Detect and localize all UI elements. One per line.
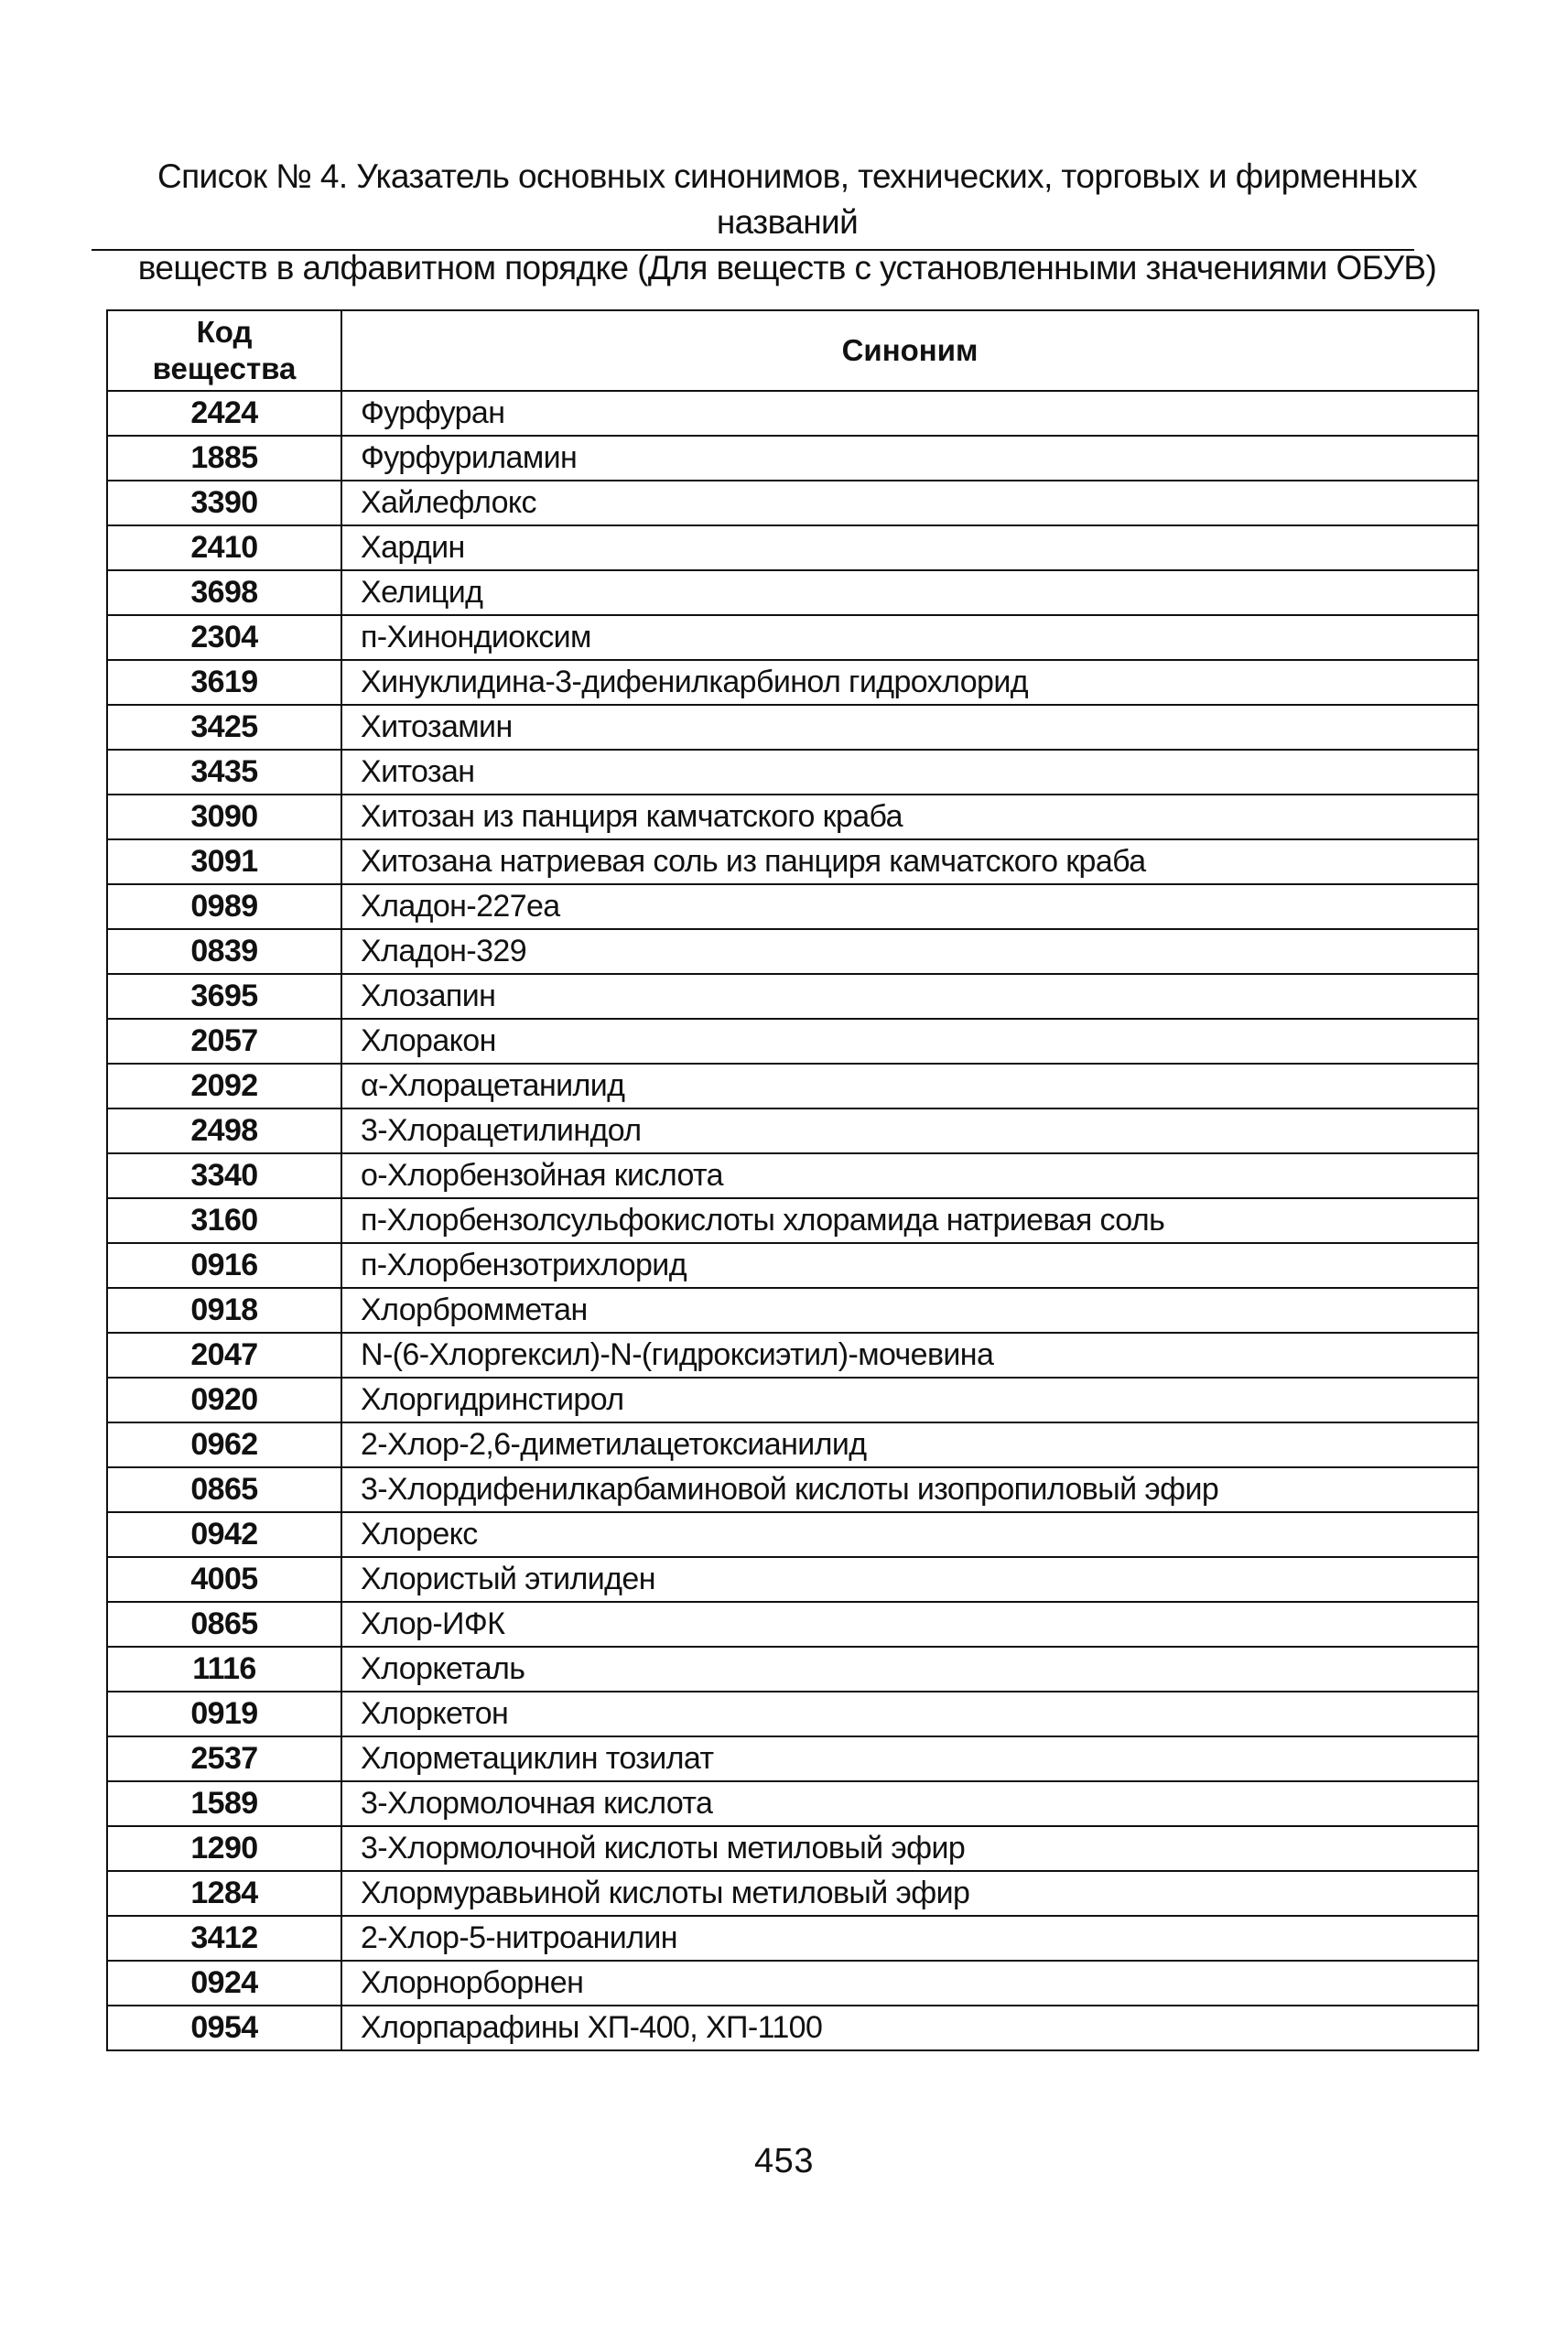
substance-code-cell: 3412 xyxy=(107,1916,341,1961)
table-row xyxy=(107,1467,1478,1512)
synonym-cell: Хитозамин xyxy=(341,705,1478,750)
synonym-cell: п-Хлорбензолсульфокислоты хлорамида натриевая соль xyxy=(341,1198,1478,1243)
table-row xyxy=(107,615,1478,660)
substance-code-cell: 0918 xyxy=(107,1288,341,1333)
substance-code-cell: 2047 xyxy=(107,1333,341,1378)
table-row xyxy=(107,750,1478,795)
synonym-cell: Хитозан из панциря камчатского краба xyxy=(341,795,1478,839)
synonym-cell: 3-Хлормолочная кислота xyxy=(341,1781,1478,1826)
table-body xyxy=(107,391,1478,2050)
substance-code-cell: 1284 xyxy=(107,1871,341,1916)
substance-code-cell: 0839 xyxy=(107,929,341,974)
table-row xyxy=(107,391,1478,436)
synonym-table xyxy=(106,309,1479,2051)
synonym-cell: Хлоркетон xyxy=(341,1692,1478,1736)
synonym-cell: N-(6-Хлоргексил)-N-(гидроксиэтил)-мочевина xyxy=(341,1333,1478,1378)
synonym-cell: α-Хлорацетанилид xyxy=(341,1064,1478,1108)
substance-code-cell: 3435 xyxy=(107,750,341,795)
substance-code-cell: 2304 xyxy=(107,615,341,660)
table-row xyxy=(107,1961,1478,2006)
synonym-cell: 3-Хлордифенилкарбаминовой кислоты изопропиловый эфир xyxy=(341,1467,1478,1512)
table-row xyxy=(107,1647,1478,1692)
substance-code-cell: 3425 xyxy=(107,705,341,750)
substance-code-cell: 3619 xyxy=(107,660,341,705)
synonym-cell: Хлоракон xyxy=(341,1019,1478,1064)
table-row xyxy=(107,525,1478,570)
page-title xyxy=(92,154,1483,291)
table-row xyxy=(107,1422,1478,1467)
synonym-cell: Хардин xyxy=(341,525,1478,570)
table-row xyxy=(107,1557,1478,1602)
table-row xyxy=(107,1916,1478,1961)
table-row xyxy=(107,1781,1478,1826)
table-row xyxy=(107,1064,1478,1108)
substance-code-cell: 1116 xyxy=(107,1647,341,1692)
synonym-cell: Фурфуриламин xyxy=(341,436,1478,481)
substance-code-cell: 3695 xyxy=(107,974,341,1019)
synonym-cell: Хлорбромметан xyxy=(341,1288,1478,1333)
substance-code-cell: 3390 xyxy=(107,481,341,525)
synonym-cell: Хлорпарафины ХП-400, ХП-1100 xyxy=(341,2006,1478,2050)
table-row xyxy=(107,1333,1478,1378)
synonym-cell: Хинуклидина-3-дифенилкарбинол гидрохлорид xyxy=(341,660,1478,705)
table-row xyxy=(107,481,1478,525)
column-header-synonym: Синоним xyxy=(341,310,1478,391)
table-row xyxy=(107,884,1478,929)
substance-code-cell: 4005 xyxy=(107,1557,341,1602)
substance-code-cell: 3091 xyxy=(107,839,341,884)
page-title-line-2: веществ в алфавитном порядке (Для веществ с установленными значениями ОБУВ) xyxy=(137,249,1437,287)
column-header-code xyxy=(107,310,341,391)
synonym-cell: Фурфуран xyxy=(341,391,1478,436)
synonym-cell: 3-Хлорацетилиндол xyxy=(341,1108,1478,1153)
substance-code-cell: 0954 xyxy=(107,2006,341,2050)
synonym-cell: 2-Хлор-2,6-диметилацетоксианилид xyxy=(341,1422,1478,1467)
table-row xyxy=(107,660,1478,705)
synonym-cell: п-Хлорбензотрихлорид xyxy=(341,1243,1478,1288)
synonym-cell: 2-Хлор-5-нитроанилин xyxy=(341,1916,1478,1961)
synonym-cell: Хелицид xyxy=(341,570,1478,615)
synonym-cell: Хлор-ИФК xyxy=(341,1602,1478,1647)
table-header-row xyxy=(107,310,1478,391)
table-row xyxy=(107,705,1478,750)
column-header-code-line-2: вещества xyxy=(152,351,297,385)
substance-code-cell: 2410 xyxy=(107,525,341,570)
table-row xyxy=(107,570,1478,615)
column-header-code-line-1: Код xyxy=(196,315,253,349)
table-row xyxy=(107,1378,1478,1422)
substance-code-cell: 3340 xyxy=(107,1153,341,1198)
synonym-cell: п-Хинондиоксим xyxy=(341,615,1478,660)
synonym-cell: Хайлефлокс xyxy=(341,481,1478,525)
table-row xyxy=(107,1871,1478,1916)
table-row xyxy=(107,1153,1478,1198)
table-row xyxy=(107,436,1478,481)
synonym-cell: Хитозан xyxy=(341,750,1478,795)
substance-code-cell: 0962 xyxy=(107,1422,341,1467)
substance-code-cell: 0989 xyxy=(107,884,341,929)
synonym-cell: Хлоркеталь xyxy=(341,1647,1478,1692)
table-row xyxy=(107,974,1478,1019)
substance-code-cell: 3698 xyxy=(107,570,341,615)
table-row xyxy=(107,1826,1478,1871)
substance-code-cell: 0924 xyxy=(107,1961,341,2006)
substance-code-cell: 0865 xyxy=(107,1467,341,1512)
substance-code-cell: 0942 xyxy=(107,1512,341,1557)
substance-code-cell: 0919 xyxy=(107,1692,341,1736)
table-row xyxy=(107,1108,1478,1153)
synonym-cell: Хитозана натриевая соль из панциря камчатского краба xyxy=(341,839,1478,884)
table-row xyxy=(107,1602,1478,1647)
synonym-cell: Хлорекс xyxy=(341,1512,1478,1557)
synonym-cell: 3-Хлормолочной кислоты метиловый эфир xyxy=(341,1826,1478,1871)
substance-code-cell: 1290 xyxy=(107,1826,341,1871)
substance-code-cell: 3160 xyxy=(107,1198,341,1243)
substance-code-cell: 3090 xyxy=(107,795,341,839)
synonym-cell: о-Хлорбензойная кислота xyxy=(341,1153,1478,1198)
title-divider xyxy=(92,249,1414,251)
substance-code-cell: 0920 xyxy=(107,1378,341,1422)
synonym-cell: Хлоргидринстирол xyxy=(341,1378,1478,1422)
page-number: 453 xyxy=(754,2142,814,2180)
table-row xyxy=(107,1243,1478,1288)
synonym-cell: Хлорнорборнен xyxy=(341,1961,1478,2006)
substance-code-cell: 2537 xyxy=(107,1736,341,1781)
table-row xyxy=(107,795,1478,839)
substance-code-cell: 2092 xyxy=(107,1064,341,1108)
table-row xyxy=(107,929,1478,974)
table-row xyxy=(107,1736,1478,1781)
substance-code-cell: 0916 xyxy=(107,1243,341,1288)
table-row xyxy=(107,839,1478,884)
page-title-line-1: Список № 4. Указатель основных синонимов, технических, торговых и фирменных названий xyxy=(157,157,1418,241)
substance-code-cell: 2057 xyxy=(107,1019,341,1064)
substance-code-cell: 2424 xyxy=(107,391,341,436)
table-row xyxy=(107,1019,1478,1064)
substance-code-cell: 1885 xyxy=(107,436,341,481)
substance-code-cell: 1589 xyxy=(107,1781,341,1826)
table-row xyxy=(107,1512,1478,1557)
substance-code-cell: 2498 xyxy=(107,1108,341,1153)
table-row xyxy=(107,1692,1478,1736)
table-row xyxy=(107,1288,1478,1333)
table-row xyxy=(107,2006,1478,2050)
synonym-cell: Хлормуравьиной кислоты метиловый эфир xyxy=(341,1871,1478,1916)
synonym-cell: Хладон-329 xyxy=(341,929,1478,974)
substance-code-cell: 0865 xyxy=(107,1602,341,1647)
synonym-cell: Хлозапин xyxy=(341,974,1478,1019)
synonym-cell: Хлористый этилиден xyxy=(341,1557,1478,1602)
synonym-cell: Хлорметациклин тозилат xyxy=(341,1736,1478,1781)
synonym-cell: Хладон-227еа xyxy=(341,884,1478,929)
table-row xyxy=(107,1198,1478,1243)
